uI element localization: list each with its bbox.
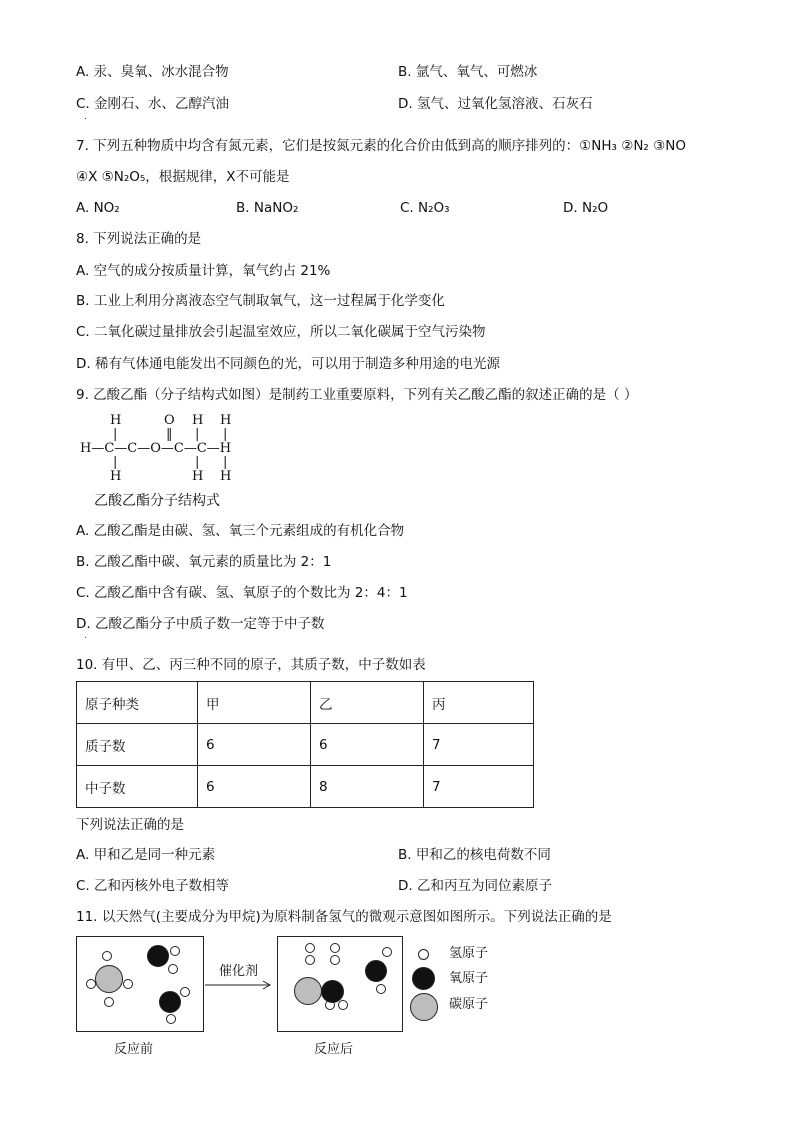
table-cell: 8 bbox=[311, 766, 424, 808]
hydrogen-atom bbox=[102, 951, 112, 961]
bond-v: | bbox=[195, 455, 200, 470]
hydrogen-atom bbox=[382, 947, 392, 957]
q9-option-b: B. 乙酸乙酯中碳、氧元素的质量比为 2：1 bbox=[76, 554, 332, 570]
struct-bottom-h1: H bbox=[110, 469, 122, 484]
table-row bbox=[77, 724, 534, 766]
q7-stem-line2: ④X ⑤N₂O₅，根据规律，X不可能是 bbox=[76, 169, 290, 185]
legend-carbon-label: 碳原子 bbox=[449, 997, 489, 1012]
reaction-arrow-icon bbox=[205, 978, 273, 992]
q10-option-c: C. 乙和丙核外电子数相等 bbox=[76, 878, 230, 894]
q7-option-c: C. N₂O₃ bbox=[400, 200, 450, 216]
hydrogen-atom bbox=[104, 997, 114, 1007]
hydrogen-atom bbox=[305, 943, 315, 953]
q8-option-d: D. 稀有气体通电能发出不同颜色的光，可以用于制造多种用途的电光源 bbox=[76, 356, 500, 372]
oxygen-atom bbox=[159, 991, 181, 1013]
carbon-atom bbox=[294, 977, 322, 1005]
hydrogen-atom bbox=[338, 1000, 348, 1010]
q9-stem: 9. 乙酸乙酯（分子结构式如图）是制药工业重要原料，下列有关乙酸乙酯的叙述正确的是（ ） bbox=[76, 387, 638, 403]
q10-stem: 10. 有甲、乙、丙三种不同的原子，其质子数，中子数如表 bbox=[76, 657, 426, 673]
q8-option-b: B. 工业上利用分离液态空气制取氧气，这一过程属于化学变化 bbox=[76, 293, 445, 309]
q9-option-a: A. 乙酸乙酯是由碳、氢、氧三个元素组成的有机化合物 bbox=[76, 523, 405, 539]
q6-option-a: A. 汞、臭氧、冰水混合物 bbox=[76, 64, 229, 80]
after-label: 反应后 bbox=[314, 1042, 354, 1057]
q6-option-b: B. 氩气、氧气、可燃冰 bbox=[398, 64, 538, 80]
bond-v: | bbox=[223, 455, 228, 470]
struct-bottom-h2: H bbox=[192, 469, 204, 484]
legend-carbon-icon bbox=[410, 993, 438, 1021]
table-header-cell: 乙 bbox=[311, 682, 424, 724]
q10-option-d: D. 乙和丙互为同位素原子 bbox=[398, 878, 552, 894]
table-cell: 6 bbox=[198, 724, 311, 766]
catalyst-label: 催化剂 bbox=[219, 964, 259, 979]
q7-option-a: A. NO₂ bbox=[76, 200, 120, 216]
q6-option-c: C. 金刚石、水、乙醇汽油 bbox=[76, 96, 230, 112]
q8-option-a: A. 空气的成分按质量计算，氧气约占 21% bbox=[76, 263, 331, 279]
ethyl-acetate-structure bbox=[80, 412, 280, 484]
hydrogen-atom bbox=[170, 946, 180, 956]
legend-hydrogen-label: 氢原子 bbox=[449, 946, 489, 961]
q10-after-table: 下列说法正确的是 bbox=[76, 817, 184, 833]
table-cell: 质子数 bbox=[77, 724, 198, 766]
before-label: 反应前 bbox=[114, 1042, 154, 1057]
bond-v: | bbox=[113, 427, 118, 442]
q10-option-a: A. 甲和乙是同一种元素 bbox=[76, 847, 216, 863]
struct-top-h2: H bbox=[192, 413, 204, 428]
struct-main-chain: H—C—C—O—C—C—H bbox=[80, 441, 232, 456]
reaction-after-box bbox=[277, 936, 403, 1032]
table-header-cell: 原子种类 bbox=[77, 682, 198, 724]
double-bond: ‖ bbox=[166, 427, 173, 442]
legend-oxygen-label: 氧原子 bbox=[449, 971, 489, 986]
struct-top-o: O bbox=[164, 413, 175, 428]
hydrogen-atom bbox=[330, 943, 340, 953]
table-cell: 6 bbox=[311, 724, 424, 766]
struct-top-h3: H bbox=[220, 413, 232, 428]
structure-caption: 乙酸乙酯分子结构式 bbox=[94, 493, 220, 509]
q7-option-d: D. N₂O bbox=[563, 200, 609, 216]
q7-stem-line1: 7. 下列五种物质中均含有氮元素，它们是按氮元素的化合价由低到高的顺序排列的：①NH₃ ②N₂ ③NO bbox=[76, 138, 686, 154]
mark-dot: . bbox=[84, 631, 87, 641]
atom-table bbox=[76, 681, 534, 808]
table-cell: 中子数 bbox=[77, 766, 198, 808]
bond-v: | bbox=[195, 427, 200, 442]
hydrogen-atom bbox=[166, 1014, 176, 1024]
oxygen-atom bbox=[365, 960, 387, 982]
hydrogen-atom bbox=[330, 955, 340, 965]
reaction-before-box bbox=[76, 936, 204, 1032]
legend-oxygen-icon bbox=[412, 967, 435, 990]
struct-top-h1: H bbox=[110, 413, 122, 428]
table-cell: 7 bbox=[424, 724, 534, 766]
table-cell: 7 bbox=[424, 766, 534, 808]
oxygen-atom bbox=[147, 945, 169, 967]
bond-v: | bbox=[113, 455, 118, 470]
struct-bottom-h3: H bbox=[220, 469, 232, 484]
q8-stem: 8. 下列说法正确的是 bbox=[76, 231, 202, 247]
q10-option-b: B. 甲和乙的核电荷数不同 bbox=[398, 847, 551, 863]
table-header-cell: 甲 bbox=[198, 682, 311, 724]
hydrogen-atom bbox=[123, 979, 133, 989]
hydrogen-atom bbox=[168, 964, 178, 974]
table-row bbox=[77, 766, 534, 808]
hydrogen-atom bbox=[180, 987, 190, 997]
q9-option-c: C. 乙酸乙酯中含有碳、氢、氧原子的个数比为 2：4：1 bbox=[76, 585, 408, 601]
mark-dot: . bbox=[84, 112, 87, 122]
q7-option-b: B. NaNO₂ bbox=[236, 200, 299, 216]
hydrogen-atom bbox=[305, 955, 315, 965]
q8-option-c: C. 二氧化碳过量排放会引起温室效应，所以二氧化碳属于空气污染物 bbox=[76, 324, 486, 340]
carbon-atom bbox=[95, 965, 123, 993]
oxygen-atom bbox=[321, 980, 344, 1003]
q11-stem: 11. 以天然气(主要成分为甲烷)为原料制备氢气的微观示意图如图所示。下列说法正确的是 bbox=[76, 909, 612, 925]
table-header-row bbox=[77, 682, 534, 724]
q6-option-d: D. 氢气、过氧化氢溶液、石灰石 bbox=[398, 96, 593, 112]
q9-option-d: D. 乙酸乙酯分子中质子数一定等于中子数 bbox=[76, 616, 325, 632]
hydrogen-atom bbox=[376, 984, 386, 994]
table-cell: 6 bbox=[198, 766, 311, 808]
bond-v: | bbox=[223, 427, 228, 442]
legend-hydrogen-icon bbox=[418, 949, 429, 960]
table-header-cell: 丙 bbox=[424, 682, 534, 724]
